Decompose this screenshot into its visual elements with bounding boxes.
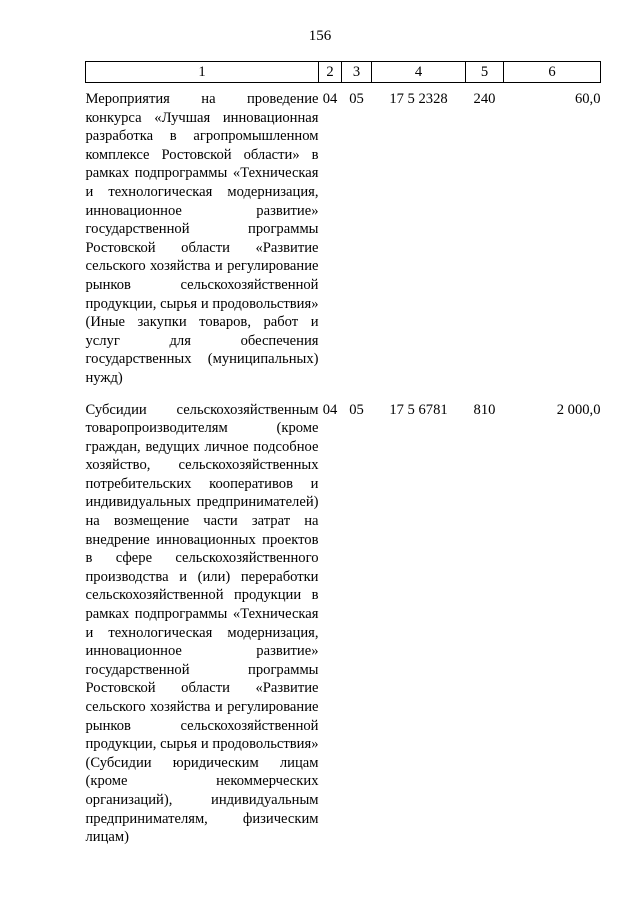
budget-table xyxy=(85,61,601,847)
table-row xyxy=(86,83,601,401)
row-description: Мероприятия на проведение конкурса «Лучшая инновационная разработка в агропромышленном комплексе Ростовской области» в рамках подпрограммы «Техническая и технологическая модернизация, инновационное развитие» государственной программы Ростовской области «Развитие сельского хозяйства и регулирование рынков сельскохозяйственной продукции, сырья и продовольствия» (Иные закупки товаров, работ и услуг для обеспечения государственных (муниципальных) нужд) xyxy=(85,91,319,386)
header-col-3: 3 xyxy=(342,62,372,83)
header-col-6: 6 xyxy=(504,62,601,83)
row-section-code: 04 xyxy=(322,91,338,107)
row-subsection-code: 05 xyxy=(349,91,364,107)
row-amount: 60,0 xyxy=(574,91,601,107)
table-row xyxy=(86,401,601,847)
row-subsection-code: 05 xyxy=(349,401,364,418)
row-section-code: 04 xyxy=(322,401,338,418)
header-col-4: 4 xyxy=(372,62,466,83)
row-target-article: 17 5 2328 xyxy=(389,91,448,107)
row-amount: 2 000,0 xyxy=(556,401,601,418)
page-number: 156 xyxy=(308,28,332,44)
header-col-2: 2 xyxy=(319,62,342,83)
row-expense-type: 810 xyxy=(473,401,496,418)
header-col-1: 1 xyxy=(86,62,319,83)
table-header-row xyxy=(86,62,601,83)
header-col-5: 5 xyxy=(466,62,504,83)
row-target-article: 17 5 6781 xyxy=(389,401,448,418)
row-expense-type: 240 xyxy=(473,91,496,107)
row-description: Субсидии сельскохозяйственным товаропроизводителям (кроме граждан, ведущих личное подсобное хозяйство, сельскохозяйственных потребительских кооперативов и индивидуальных предпринимателей) на возмещение части затрат на внедрение инновационных проектов в сфере сельскохозяйственного производства и (или) переработки сельскохозяйственной продукции в рамках подпрограммы «Техническая и технологическая модернизация, инновационное развитие» государственной программы Ростовской области «Развитие сельского хозяйства и регулирование рынков сельскохозяйственной продукции, сырья и продовольствия» (Субсидии юридическим лицам (кроме некоммерческих организаций), индивидуальным предпринимателям, физическим лицам) xyxy=(85,401,319,846)
